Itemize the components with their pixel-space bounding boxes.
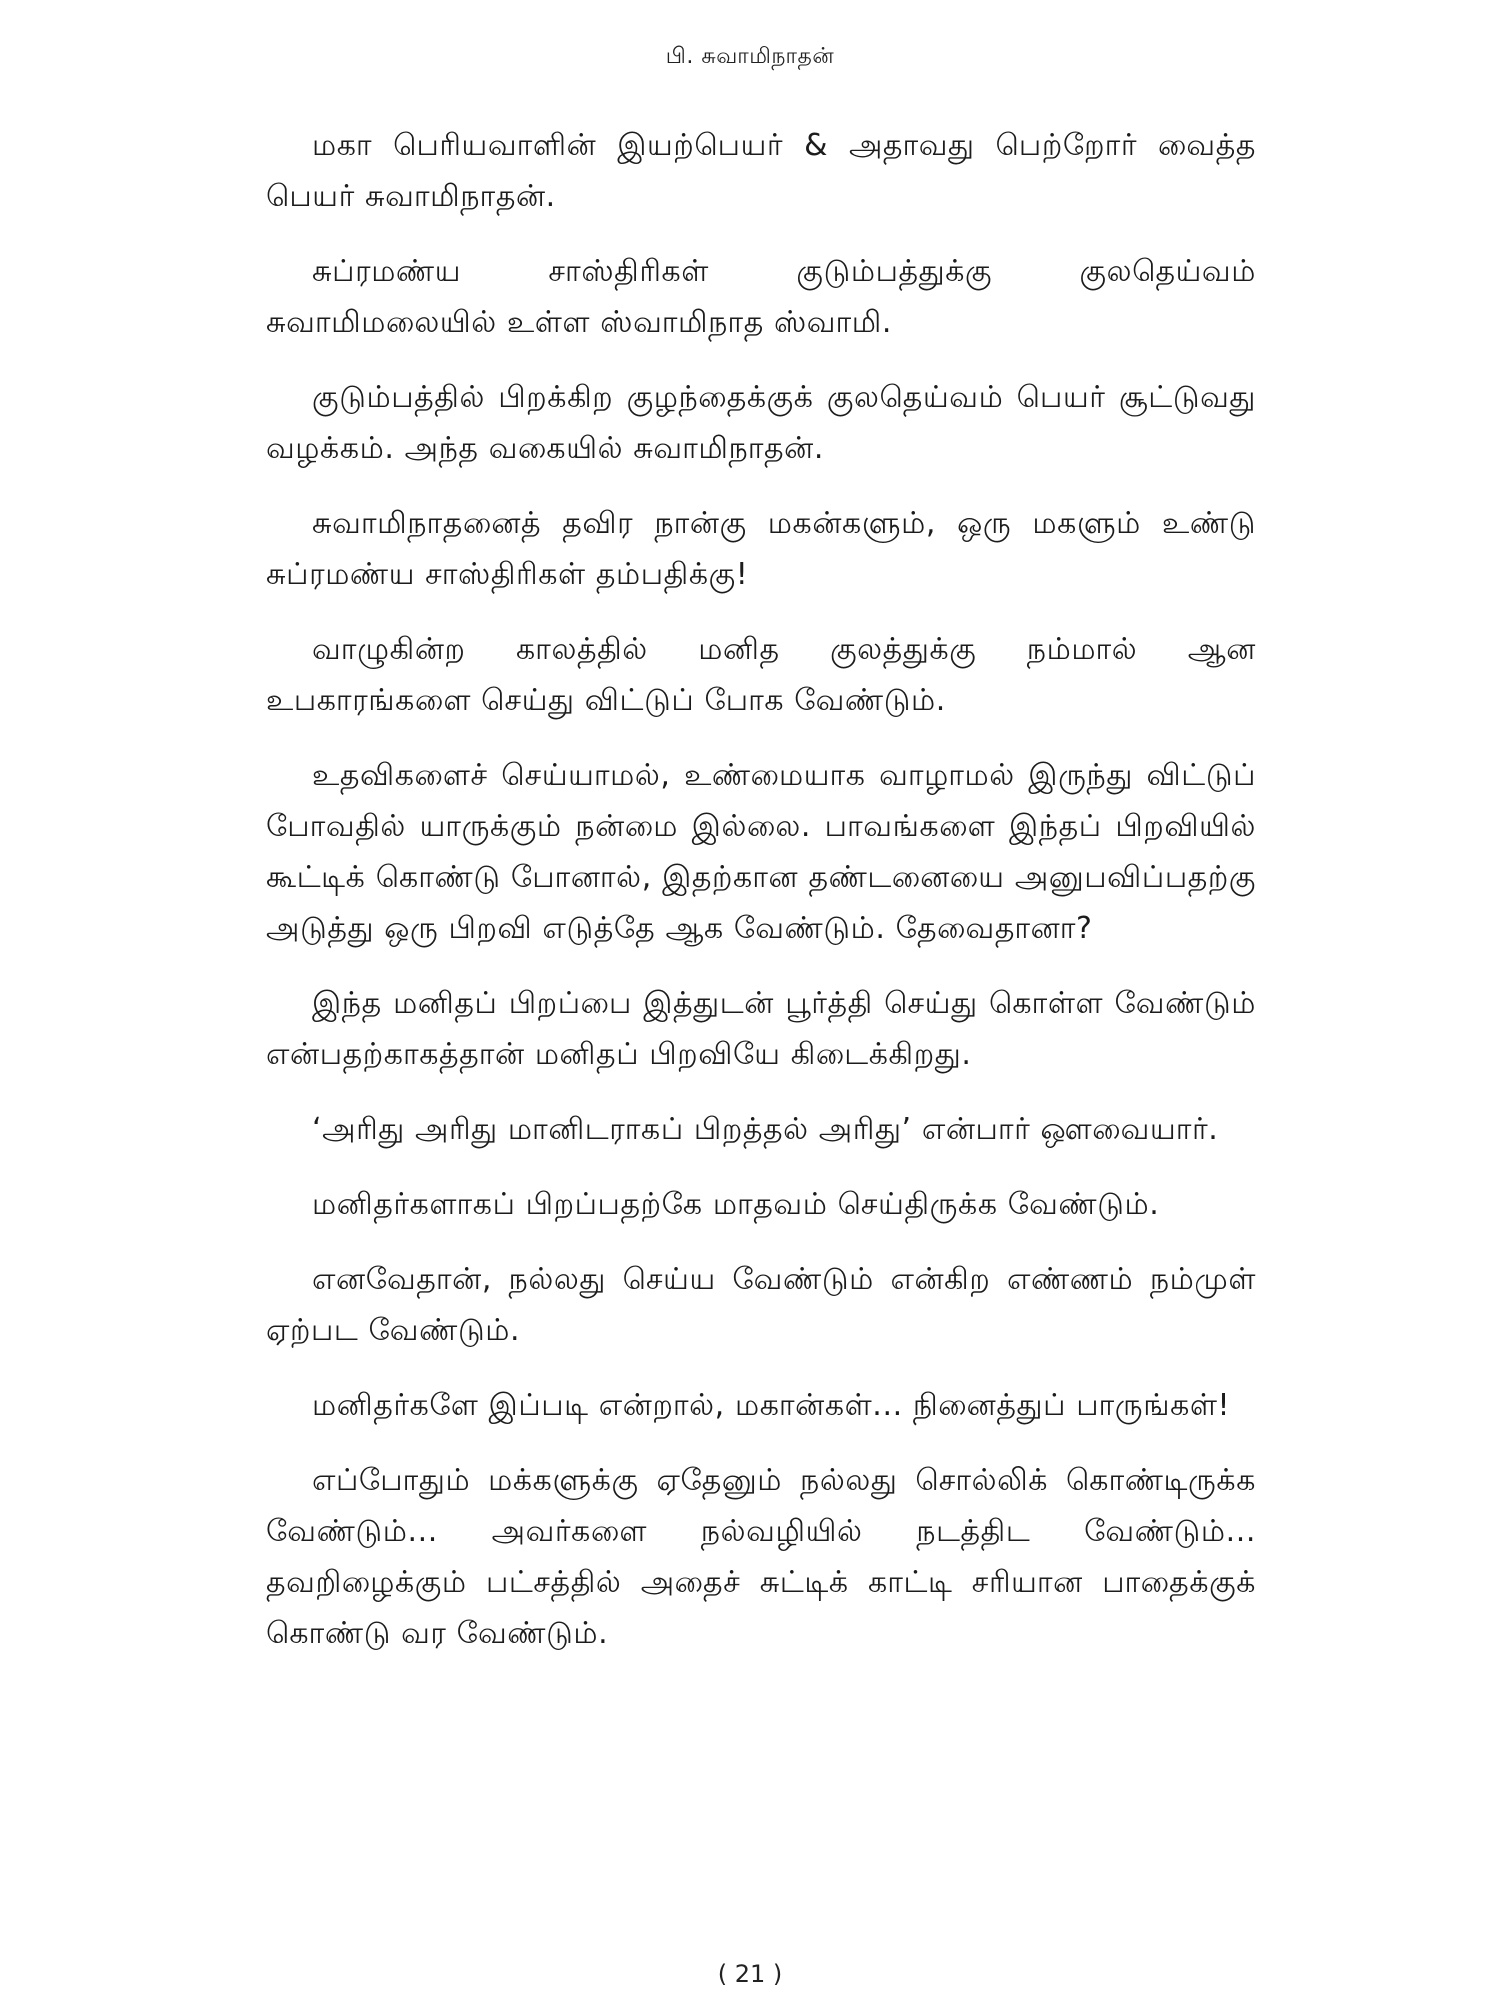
body-text [266,120,1256,1683]
paragraph-12: எப்போதும் மக்களுக்கு ஏதேனும் நல்லது சொல்லிக் கொண்டிருக்க வேண்டும்... அவர்களை நல்வழியில் நடத்திட வேண்டும்... தவறிழைக்கும் பட்சத்தில் அதைச் சுட்டிக் காட்டி சரியான பாதைக்குக் கொண்டு வர வேண்டும். [266,1463,1256,1651]
paragraph-6: உதவிகளைச் செய்யாமல், உண்மையாக வாழாமல் இருந்து விட்டுப் போவதில் யாருக்கும் நன்மை இல்லை. பாவங்களை இந்தப் பிறவியில் கூட்டிக் கொண்டு போனால், இதற்கான தண்டனையை அனுபவிப்பதற்கு அடுத்து ஒரு பிறவி எடுத்தே ஆக வேண்டும். தேவைதானா? [266,758,1256,946]
paragraph-11: மனிதர்களே இப்படி என்றால், மகான்கள்... நினைத்துப் பாருங்கள்! [312,1388,1231,1423]
page-number: ( 21 ) [717,1960,783,1988]
paragraph-8: ‘அரிது அரிது மானிடராகப் பிறத்தல் அரிது’ என்பார் ஔவையார். [312,1112,1219,1147]
paragraph-10: எனவேதான், நல்லது செய்ய வேண்டும் என்கிற எண்ணம் நம்முள் ஏற்பட வேண்டும். [266,1262,1256,1348]
paragraph-9: மனிதர்களாகப் பிறப்பதற்கே மாதவம் செய்திருக்க வேண்டும். [312,1187,1160,1222]
paragraph-3: குடும்பத்தில் பிறக்கிற குழந்தைக்குக் குலதெய்வம் பெயர் சூட்டுவது வழக்கம். அந்த வகையில் சுவாமிநாதன். [266,380,1256,466]
paragraph-2: சுப்ரமண்ய சாஸ்திரிகள் குடும்பத்துக்கு குலதெய்வம் சுவாமிமலையில் உள்ள ஸ்வாமிநாத ஸ்வாமி. [266,254,1256,340]
paragraph-7: இந்த மனிதப் பிறப்பை இத்துடன் பூர்த்தி செய்து கொள்ள வேண்டும் என்பதற்காகத்தான் மனிதப் பிறவியே கிடைக்கிறது. [266,986,1256,1072]
paragraph-1: மகா பெரியவாளின் இயற்பெயர் & அதாவது பெற்றோர் வைத்த பெயர் சுவாமிநாதன். [266,128,1256,214]
paragraph-5: வாழுகின்ற காலத்தில் மனித குலத்துக்கு நம்மால் ஆன உபகாரங்களை செய்து விட்டுப் போக வேண்டும். [266,632,1256,718]
running-head-author: பி. சுவாமிநாதன் [665,44,835,69]
paragraph-4: சுவாமிநாதனைத் தவிர நான்கு மகன்களும், ஒரு மகளும் உண்டு சுப்ரமண்ய சாஸ்திரிகள் தம்பதிக்கு! [266,506,1256,592]
